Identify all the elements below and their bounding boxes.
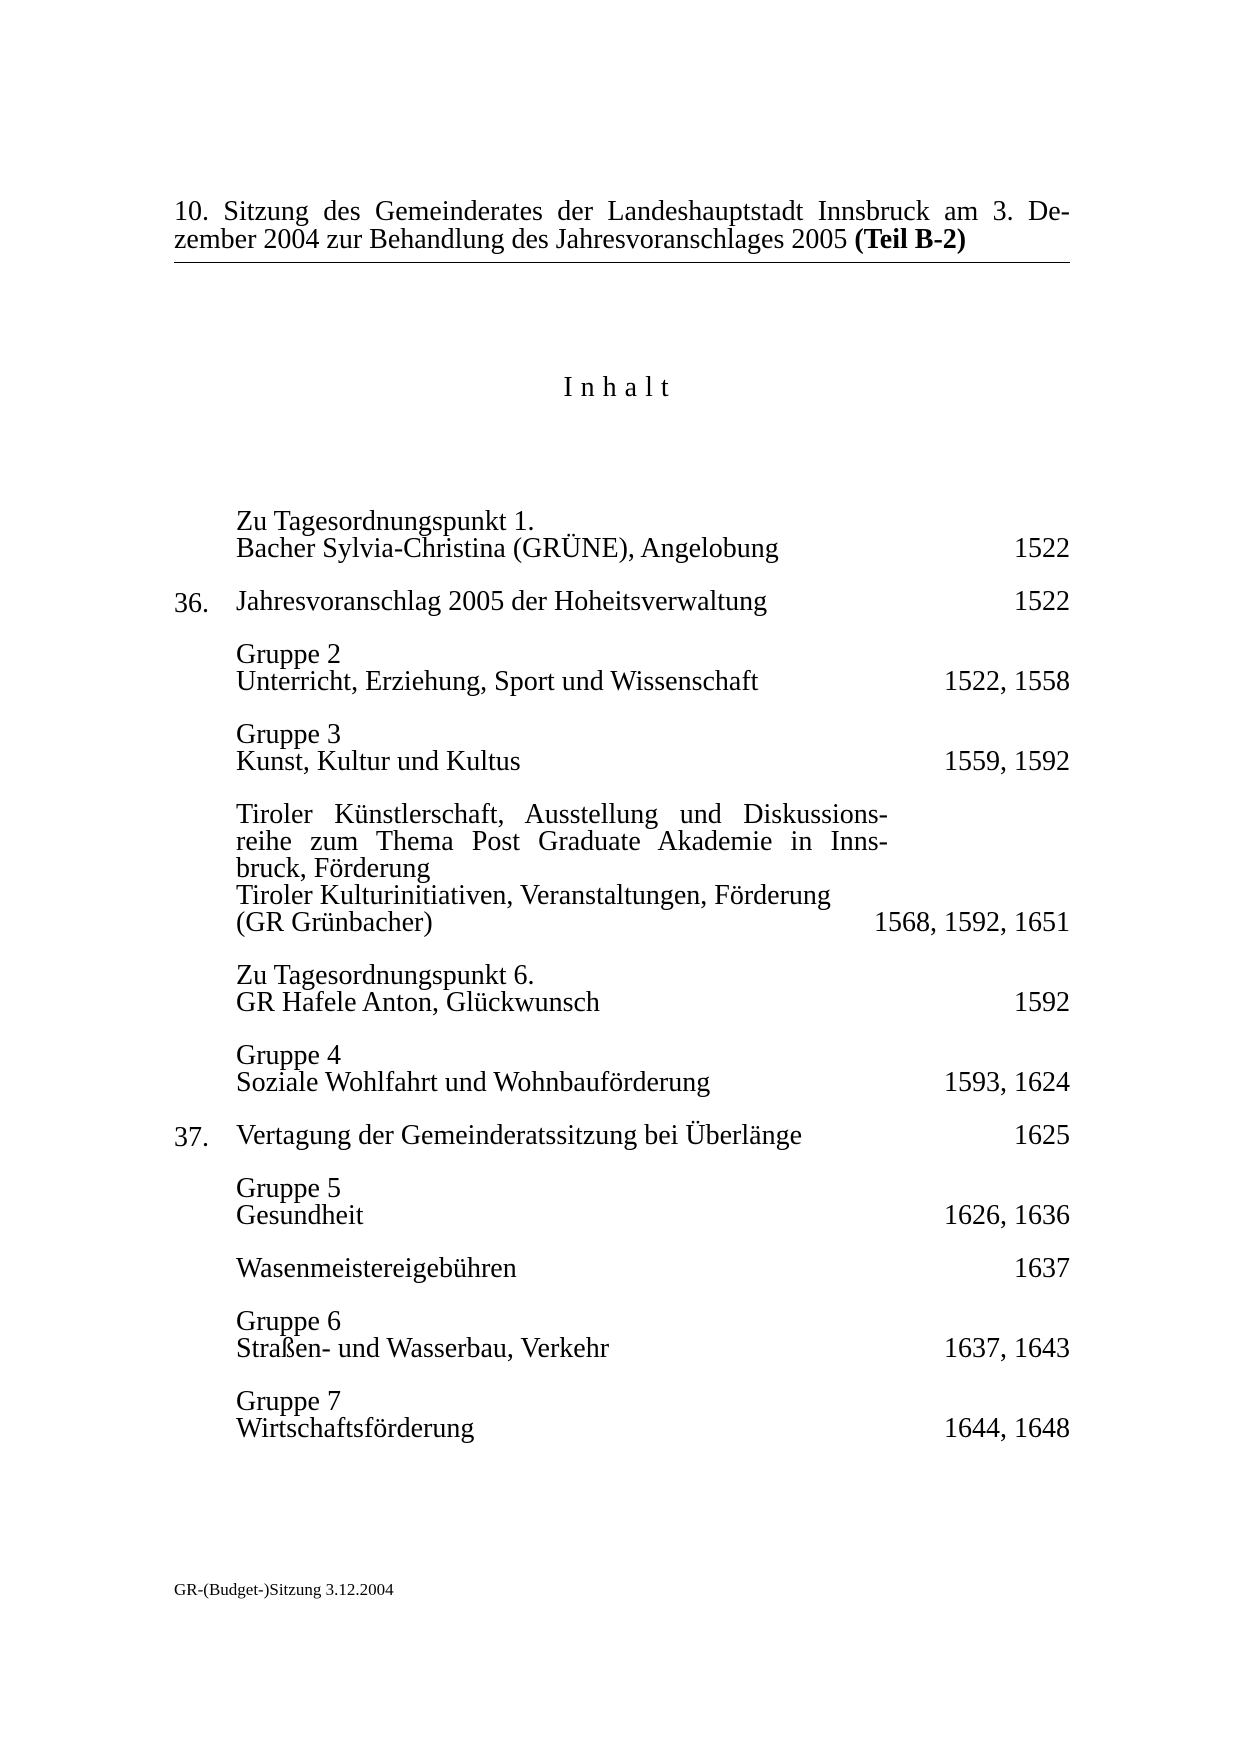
toc-entry-pages: 1592 — [1014, 987, 1070, 1018]
toc-entry-pages: 1522 — [1014, 586, 1070, 617]
toc-entry-pages: 1644, 1648 — [944, 1413, 1070, 1444]
toc-entry — [174, 721, 1070, 775]
toc-entry-line: Wasenmeistereigebühren — [236, 1253, 517, 1284]
toc-entry-pages: 1522 — [1014, 533, 1070, 564]
toc-entry-line: Gruppe 7 — [236, 1386, 341, 1417]
toc-entry-line: Kunst, Kultur und Kultus — [236, 746, 521, 777]
toc-entry-pages: 1637 — [1014, 1253, 1070, 1284]
toc-entry-pages: 1559, 1592 — [944, 746, 1070, 777]
toc-entry — [174, 1388, 1070, 1442]
toc-entry-line: Tiroler Künstlerschaft, Ausstellung und Diskussions- — [236, 799, 888, 830]
toc-entry — [174, 801, 1070, 936]
toc-entry-line: Vertagung der Gemeinderatssitzung bei Überlänge — [236, 1120, 803, 1151]
toc-entry-line: Unterricht, Erziehung, Sport und Wissenschaft — [236, 666, 759, 697]
toc-entry — [174, 1308, 1070, 1362]
toc-entry — [174, 641, 1070, 695]
toc-entry-line: reihe zum Thema Post Graduate Akademie in Inns- — [236, 826, 888, 857]
toc-entry-line: Gruppe 3 — [236, 719, 341, 750]
toc-entry-line: Bacher Sylvia-Christina (GRÜNE), Angelobung — [236, 533, 779, 564]
toc-entry-line: bruck, Förderung — [236, 853, 431, 884]
header-part-label: (Teil B-2) — [854, 224, 967, 255]
header-line-2 — [174, 226, 1070, 254]
toc-entry-line: (GR Grünbacher) — [236, 907, 433, 938]
toc-entry-pages: 1568, 1592, 1651 — [874, 907, 1070, 938]
toc-entry-line: Straßen- und Wasserbau, Verkehr — [236, 1333, 610, 1364]
toc-entry — [174, 1120, 1070, 1153]
toc-entry-line: Zu Tagesordnungspunkt 6. — [236, 960, 535, 991]
table-of-contents — [174, 508, 1070, 1468]
toc-entry — [174, 1175, 1070, 1229]
toc-entry — [174, 1042, 1070, 1096]
toc-entry-line: GR Hafele Anton, Glückwunsch — [236, 987, 600, 1018]
toc-entry-pages: 1625 — [1014, 1120, 1070, 1151]
header-line-1: 10. Sitzung des Gemeinderates der Landeshauptstadt Innsbruck am 3. De- — [174, 196, 1070, 227]
toc-entry-pages: 1637, 1643 — [944, 1333, 1070, 1364]
header-rule — [174, 262, 1070, 263]
toc-entry-line: Jahresvoranschlag 2005 der Hoheitsverwaltung — [236, 586, 768, 617]
toc-entry-line: Gruppe 5 — [236, 1173, 341, 1204]
toc-entry-pages: 1522, 1558 — [944, 666, 1070, 697]
page-footer: GR-(Budget-)Sitzung 3.12.2004 — [174, 1580, 394, 1599]
toc-entry-line: Gesundheit — [236, 1200, 364, 1231]
toc-entry — [174, 508, 1070, 562]
toc-entry-line: Gruppe 2 — [236, 639, 341, 670]
document-header — [174, 198, 1070, 254]
toc-title: Inhalt — [563, 372, 677, 403]
toc-entry-line: Tiroler Kulturinitiativen, Veranstaltungen, Förderung — [236, 880, 831, 911]
toc-entry — [174, 1255, 1070, 1282]
toc-entry-number: 36. — [174, 588, 209, 619]
toc-entry-pages: 1626, 1636 — [944, 1200, 1070, 1231]
header-line-2-text: zember 2004 zur Behandlung des Jahresvoranschlages 2005 — [174, 224, 855, 255]
toc-entry-line: Wirtschaftsförderung — [236, 1413, 475, 1444]
toc-entry-line: Gruppe 6 — [236, 1306, 341, 1337]
toc-entry — [174, 586, 1070, 619]
toc-entry-line: Soziale Wohlfahrt und Wohnbauförderung — [236, 1067, 711, 1098]
toc-entry-number: 37. — [174, 1122, 209, 1153]
toc-entry — [174, 962, 1070, 1016]
toc-entry-pages: 1593, 1624 — [944, 1067, 1070, 1098]
toc-entry-line: Zu Tagesordnungspunkt 1. — [236, 506, 535, 537]
toc-entry-line: Gruppe 4 — [236, 1040, 341, 1071]
